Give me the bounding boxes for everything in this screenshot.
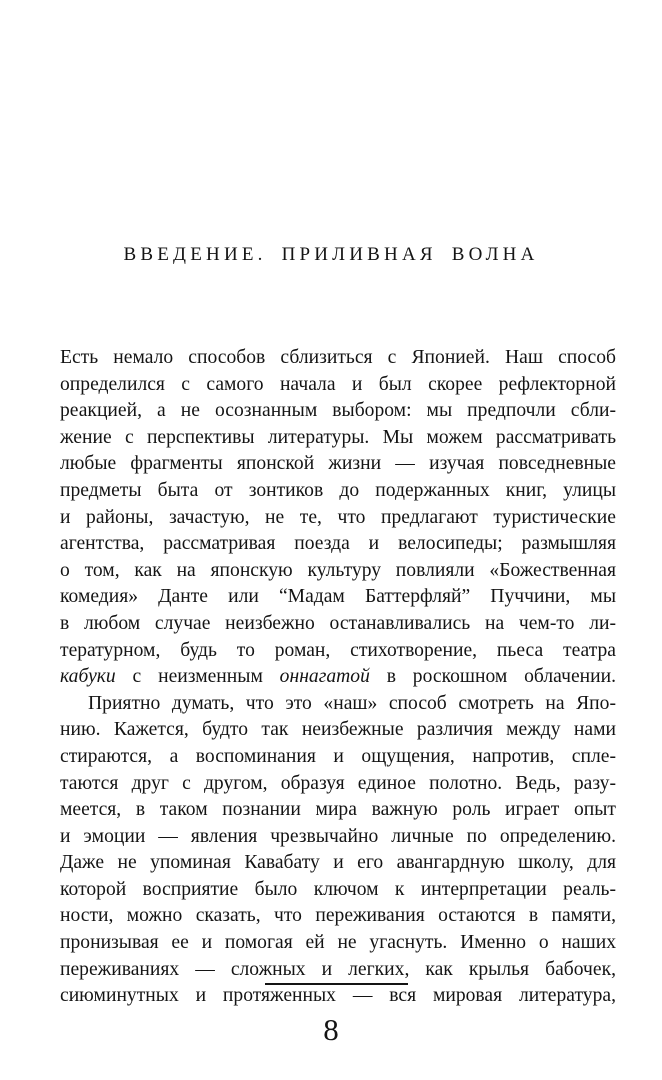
text-fragment: в роскошном облачении.: [369, 666, 616, 688]
footer-divider: [265, 983, 408, 985]
text-line: реакцией, а не осознанным выбором: мы предпочли сбли-: [60, 400, 616, 422]
text-line: сиюминутных и протяженных — вся мировая литература,: [60, 985, 616, 1007]
text-line: и районы, зачастую, не те, что предлагают туристические: [60, 506, 616, 528]
paragraph-1: [60, 345, 616, 691]
text-line: предметы быта от зонтиков до подержанных книг, улицы: [60, 479, 616, 501]
text-line: которой восприятие было ключом к интерпретации реаль-: [60, 878, 616, 900]
text-line: о том, как на японскую культуру повлияли «Божественная: [60, 559, 616, 581]
italic-term-kabuki: кабуки: [60, 666, 116, 688]
body-text: [60, 345, 616, 1010]
italic-term-onnagata: оннагатой: [279, 666, 370, 688]
text-line: жение с перспективы литературы. Мы можем рассматривать: [60, 426, 616, 448]
text-line: Приятно думать, что это «наш» способ смотреть на Япо-: [88, 692, 616, 714]
text-line-last: [60, 664, 616, 691]
text-line: ности, можно сказать, что переживания остаются в памяти,: [60, 905, 616, 927]
text-fragment: с неизменным: [115, 666, 280, 688]
text-line: нию. Кажется, будто так неизбежные различия между нами: [60, 719, 616, 741]
text-line: тературном, будь то роман, стихотворение, пьеса театра: [60, 639, 616, 661]
text-line: таются друг с другом, образуя единое полотно. Ведь, разу-: [60, 772, 616, 794]
text-line: в любом случае неизбежно останавливались на чем-то ли-: [60, 612, 616, 634]
text-line: и эмоции — явления чрезвычайно личные по определению.: [60, 825, 616, 847]
page-number: 8: [323, 1012, 339, 1047]
paragraph-2: [60, 691, 616, 1010]
text-line: пронизывая ее и помогая ей не угаснуть. Именно о наших: [60, 932, 616, 954]
text-line: агентства, рассматривая поезда и велосипеды; размышляя: [60, 533, 616, 555]
text-line: Есть немало способов сблизиться с Японией. Наш способ: [60, 347, 616, 368]
text-line: Даже не упоминая Кавабату и его авангардную школу, для: [60, 852, 616, 874]
text-line: меется, в таком познании мира важную роль играет опыт: [60, 799, 616, 821]
text-line: определился с самого начала и был скорее рефлекторной: [60, 373, 616, 395]
text-line: любые фрагменты японской жизни — изучая повседневные: [60, 453, 616, 475]
chapter-title: ВВЕДЕНИЕ. ПРИЛИВНАЯ ВОЛНА: [123, 244, 539, 265]
text-line: комедия» Данте или “Мадам Баттерфляй” Пуччини, мы: [60, 586, 616, 608]
text-line: стираются, а воспоминания и ощущения, напротив, спле-: [60, 745, 616, 767]
text-line: переживаниях — сложных и легких, как крылья бабочек,: [60, 958, 616, 980]
